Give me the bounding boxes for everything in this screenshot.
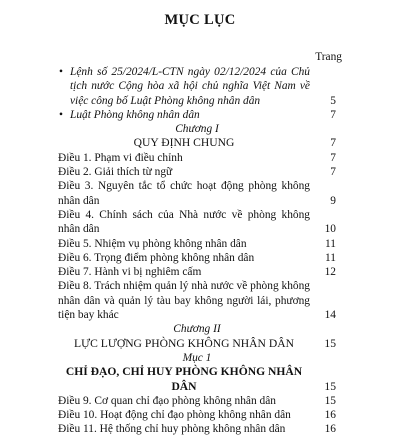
page-number: 15 <box>324 394 336 407</box>
toc-entry[interactable] <box>58 265 336 279</box>
toc-entry[interactable] <box>58 251 336 265</box>
entry-text: Điều 2. Giải thích từ ngữ <box>58 166 173 179</box>
entry-text: Điều 11. Hệ thống chỉ huy phòng không nhân dân <box>58 423 286 436</box>
entry-text: Điều 8. Trách nhiệm quản lý nhà nước về phòng không nhân dân và quản lý tàu bay không người lái, phương tiện bay khác <box>58 280 310 322</box>
page-number: 7 <box>330 151 336 164</box>
toc-entry[interactable] <box>58 422 336 436</box>
entry-text: Điều 6. Trọng điểm phòng không nhân dân <box>58 251 255 264</box>
entry-text: Điều 3. Nguyên tắc tổ chức hoạt động phòng không nhân dân <box>58 180 310 207</box>
toc-entry[interactable] <box>58 65 336 108</box>
chapter-label <box>58 122 336 136</box>
section-title <box>58 136 336 150</box>
page-number: 5 <box>330 94 336 107</box>
section-title <box>58 365 336 394</box>
page-number: 7 <box>330 108 336 121</box>
toc-entry[interactable] <box>58 408 336 422</box>
entry-text: Điều 5. Nhiệm vụ phòng không nhân dân <box>58 237 247 250</box>
page-column-label: Trang <box>315 51 342 63</box>
toc-entry[interactable] <box>58 108 336 122</box>
page-number: 15 <box>324 336 336 350</box>
page-number: 16 <box>324 423 336 436</box>
toc-entry[interactable] <box>58 165 336 179</box>
heading-text: QUY ĐỊNH CHUNG <box>133 136 235 150</box>
page-number: 12 <box>324 266 336 279</box>
page-number: 10 <box>324 223 336 236</box>
section-title <box>58 337 336 351</box>
page-number: 7 <box>330 136 336 150</box>
page-number: 11 <box>325 237 336 250</box>
entry-text: • Lệnh số 25/2024/L-CTN ngày 02/12/2024 của Chủ tịch nước Cộng hòa xã hội chủ nghĩa Việt Nam về việc công bố Luật Phòng không nhân dân <box>70 66 310 107</box>
page-number: 15 <box>324 379 336 393</box>
entry-text: Luật Phòng không nhân dân <box>70 108 200 121</box>
page-number: 7 <box>330 166 336 179</box>
page-number: 9 <box>330 194 336 207</box>
table-of-contents <box>58 50 342 437</box>
heading-text: CHỈ ĐẠO, CHỈ HUY PHÒNG KHÔNG NHÂN DÂN <box>65 365 303 393</box>
entry-text: Điều 4. Chính sách của Nhà nước về phòng không nhân dân <box>58 208 310 236</box>
toc-entry[interactable] <box>58 208 336 237</box>
chapter-label <box>58 322 336 336</box>
chapter-label <box>58 351 336 365</box>
entry-text: Điều 9. Cơ quan chỉ đạo phòng không nhân dân <box>58 394 276 407</box>
page-number: 16 <box>324 409 336 422</box>
heading-text: Chương I <box>175 123 219 136</box>
heading-text: Mục 1 <box>182 351 212 364</box>
entry-text: Điều 7. Hành vi bị nghiêm cấm <box>58 266 202 279</box>
entry-text: Điều 1. Phạm vi điều chỉnh <box>58 151 183 164</box>
toc-entry[interactable] <box>58 394 336 408</box>
page-number: 11 <box>325 251 336 264</box>
heading-text: Chương II <box>173 323 221 336</box>
page-number: 14 <box>324 309 336 322</box>
entry-text: Điều 10. Hoạt động chỉ đạo phòng không nhân dân <box>58 409 291 422</box>
heading-text: LỰC LƯỢNG PHÒNG KHÔNG NHÂN DÂN <box>74 336 294 350</box>
toc-entry[interactable] <box>58 179 336 208</box>
page-title: MỤC LỤC <box>164 12 236 28</box>
toc-entry[interactable] <box>58 279 336 322</box>
toc-entry[interactable] <box>58 151 336 165</box>
toc-entry[interactable] <box>58 237 336 251</box>
